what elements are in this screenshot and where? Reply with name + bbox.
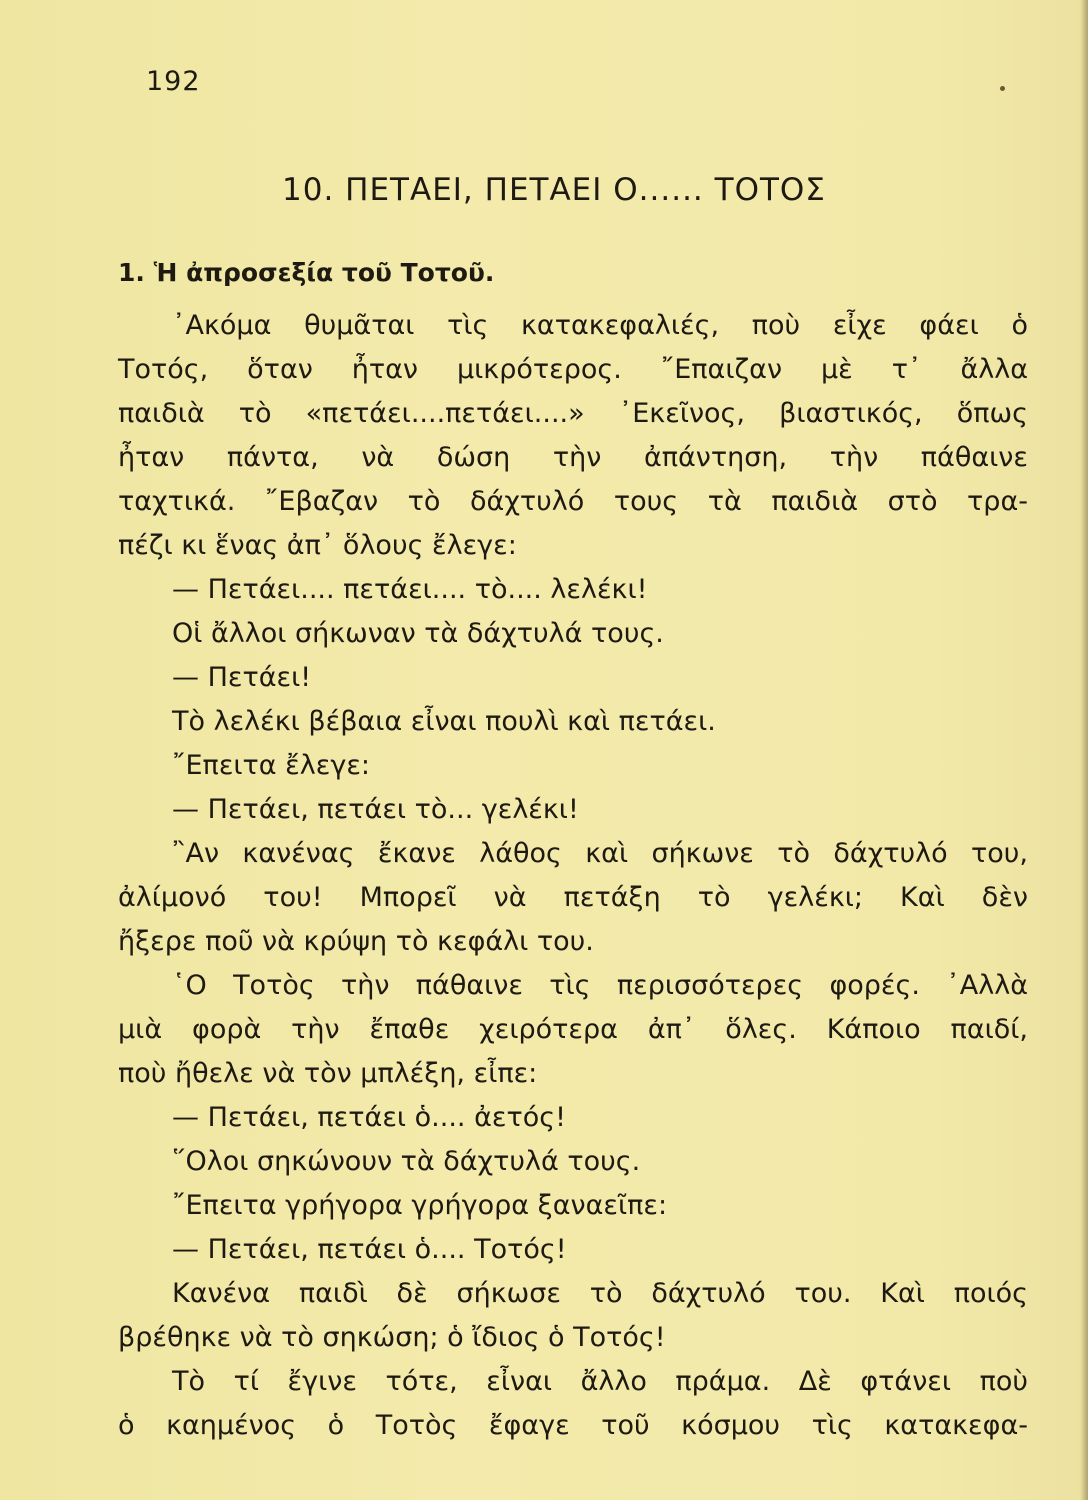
- text-line: ῾Ο Τοτὸς τὴν πάθαινε τὶς περισσότερες φορές. ᾿Αλλὰ: [172, 970, 1028, 1001]
- text-line: ῎Επειτα γρήγορα γρήγορα ξαναεῖπε:: [172, 1190, 668, 1221]
- text-line: Τοτός, ὅταν ἦταν μικρότερος. ῎Επαιζαν μὲ τ᾿ ἄλλα: [118, 354, 1028, 385]
- text-line: ᾿Ακόμα θυμᾶται τὶς κατακεφαλιές, ποὺ εἶχε φάει ὁ: [172, 310, 1028, 341]
- dialogue-line: — Πετάει!: [172, 662, 312, 693]
- text-line: ὁ καημένος ὁ Τοτὸς ἔφαγε τοῦ κόσμου τὶς κατακεφα-: [118, 1410, 1028, 1441]
- dialogue-line: — Πετάει, πετάει ὁ.... Τοτός!: [172, 1234, 567, 1265]
- text-line: ῎Επειτα ἔλεγε:: [172, 750, 371, 781]
- page-number: 192: [146, 66, 201, 97]
- text-line: ἦταν πάντα, νὰ δώση τὴν ἀπάντηση, τὴν πάθαινε: [118, 442, 1028, 473]
- dialogue-line: — Πετάει.... πετάει.... τὸ.... λελέκι!: [172, 574, 648, 605]
- text-line: πέζι κι ἕνας ἀπ᾿ ὅλους ἔλεγε:: [118, 530, 517, 561]
- dialogue-line: — Πετάει, πετάει τὸ... γελέκι!: [172, 794, 579, 825]
- chapter-title: 10. ΠΕΤΑΕΙ, ΠΕΤΑΕΙ Ο...... ΤΟΤΟΣ: [282, 172, 826, 208]
- text-line: μιὰ φορὰ τὴν ἔπαθε χειρότερα ἀπ᾿ ὅλες. Κάποιο παιδί,: [118, 1014, 1028, 1045]
- text-line: Τὸ τί ἔγινε τότε, εἶναι ἄλλο πράμα. Δὲ φτάνει ποὺ: [172, 1366, 1028, 1397]
- ink-dot: [1000, 86, 1005, 91]
- text-line: Οἱ ἄλλοι σήκωναν τὰ δάχτυλά τους.: [172, 618, 664, 649]
- text-line: παιδιὰ τὸ «πετάει....πετάει....» ᾿Εκεῖνος, βιαστικός, ὅπως: [118, 398, 1028, 429]
- text-line: Τὸ λελέκι βέβαια εἶναι πουλὶ καὶ πετάει.: [172, 706, 716, 737]
- text-line: ταχτικά. ῎Εβαζαν τὸ δάχτυλό τους τὰ παιδιὰ στὸ τρα-: [118, 486, 1028, 517]
- text-line: ἤξερε ποῦ νὰ κρύψη τὸ κεφάλι του.: [118, 926, 594, 957]
- text-line: ἀλίμονό του! Μπορεῖ νὰ πετάξη τὸ γελέκι; Καὶ δὲν: [118, 882, 1028, 913]
- text-line: ῍Αν κανένας ἔκανε λάθος καὶ σήκωνε τὸ δάχτυλό του,: [172, 838, 1028, 869]
- text-line: βρέθηκε νὰ τὸ σηκώση; ὁ ἴδιος ὁ Τοτός!: [118, 1322, 666, 1353]
- dialogue-line: — Πετάει, πετάει ὁ.... ἀετός!: [172, 1102, 566, 1133]
- text-line: ῞Ολοι σηκώνουν τὰ δάχτυλά τους.: [172, 1146, 641, 1177]
- section-heading: 1. Ἡ ἀπροσεξία τοῦ Τοτοῦ.: [118, 258, 495, 287]
- text-line: Κανένα παιδὶ δὲ σήκωσε τὸ δάχτυλό του. Καὶ ποιός: [172, 1278, 1028, 1309]
- page-edge-shadow: [1080, 0, 1088, 1500]
- text-line: ποὺ ἤθελε νὰ τὸν μπλέξη, εἶπε:: [118, 1058, 538, 1089]
